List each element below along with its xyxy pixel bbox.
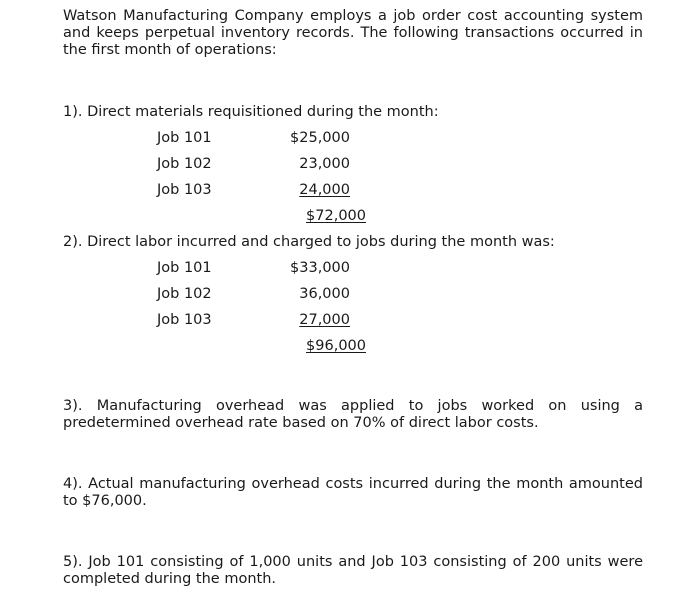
materials-job-label: Job 102 (157, 156, 212, 172)
labor-job-label: Job 101 (157, 260, 212, 276)
labor-total: $96,000 (306, 338, 366, 354)
materials-job-amount: $25,000 (290, 130, 350, 146)
materials-heading: 1). Direct materials requisitioned during the month: (63, 104, 439, 120)
labor-job-amount: $33,000 (290, 260, 350, 276)
overhead-applied-paragraph: 3). Manufacturing overhead was applied to jobs worked on using a predetermined overhead rate based on 70% of direct labor costs. (63, 398, 643, 431)
jobs-completed-paragraph: 5). Job 101 consisting of 1,000 units and Job 103 consisting of 200 units were completed during the month. (63, 554, 643, 587)
labor-job-amount: 27,000 (299, 312, 350, 328)
intro-paragraph: Watson Manufacturing Company employs a job order cost accounting system and keeps perpetual inventory records. The following transactions occurred in the first month of operations: (63, 8, 643, 58)
materials-job-label: Job 101 (157, 130, 212, 146)
labor-job-label: Job 103 (157, 312, 212, 328)
materials-total: $72,000 (306, 208, 366, 224)
labor-job-label: Job 102 (157, 286, 212, 302)
materials-job-amount: 24,000 (299, 182, 350, 198)
labor-job-amount: 36,000 (299, 286, 350, 302)
actual-overhead-paragraph: 4). Actual manufacturing overhead costs incurred during the month amounted to $76,000. (63, 476, 643, 509)
materials-job-amount: 23,000 (299, 156, 350, 172)
labor-heading: 2). Direct labor incurred and charged to jobs during the month was: (63, 234, 555, 250)
materials-job-label: Job 103 (157, 182, 212, 198)
